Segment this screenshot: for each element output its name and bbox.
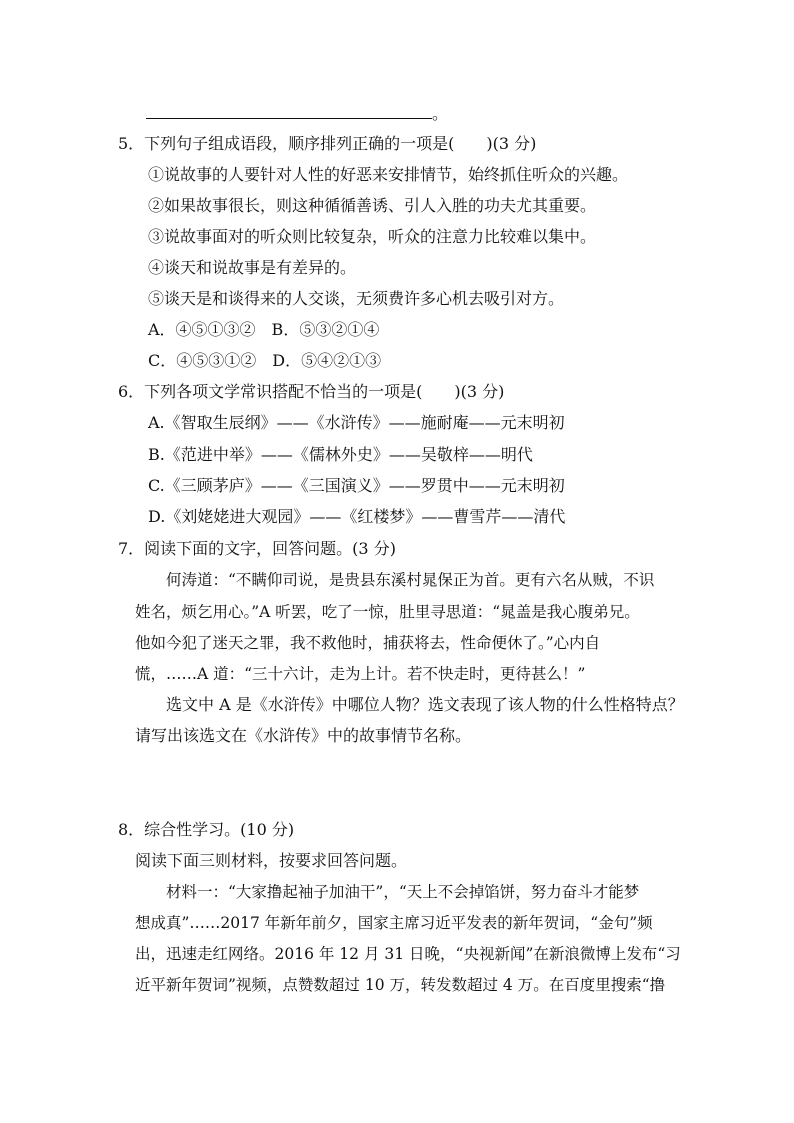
q7-question-line-1: 选文中 A 是《水浒传》中哪位人物？选文表现了该人物的什么性格特点？: [166, 695, 684, 714]
q5-sentence-4: ④谈天和说故事是有差异的。: [148, 258, 357, 277]
q8-material-line-3: 出，迅速走红网络。2016 年 12 月 31 日晚，“央视新闻”在新浪微博上发布“习: [135, 945, 681, 963]
answer-line-period: 。: [432, 104, 449, 123]
q8-stem: 8．综合性学习。(10 分): [118, 820, 295, 839]
answer-blank-line[interactable]: [146, 118, 432, 119]
q6-option-c: C.《三顾茅庐》——《三国演义》——罗贯中——元末明初: [148, 476, 565, 495]
q5-sentence-5: ⑤谈天是和谈得来的人交谈，无须费许多心机去吸引对方。: [148, 289, 565, 308]
q7-question-line-2: 请写出该选文在《水浒传》中的故事情节名称。: [135, 726, 472, 745]
q8-material-line-2: 想成真”……2017 年新年前夕，国家主席习近平发表的新年贺词，“金句”频: [135, 914, 653, 932]
q7-passage-line-2: 姓名，烦乞用心。”A 听罢，吃了一惊，肚里寻思道：“晁盖是我心腹弟兄。: [135, 603, 640, 621]
q6-option-a: A.《智取生辰纲》——《水浒传》——施耐庵——元末明初: [148, 413, 565, 432]
q5-options-row-1: A．④⑤①③② B．⑤③②①④: [148, 320, 380, 339]
q8-intro: 阅读下面三则材料，按要求回答问题。: [135, 851, 408, 870]
q6-option-d: D.《刘姥姥进大观园》——《红楼梦》——曹雪芹——清代: [148, 507, 566, 526]
q5-sentence-2: ②如果故事很长，则这种循循善诱、引人入胜的功夫尤其重要。: [148, 196, 597, 215]
q5-stem: 5．下列句子组成语段，顺序排列正确的一项是( )(3 分): [118, 134, 537, 153]
q6-stem: 6．下列各项文学常识搭配不恰当的一项是( )(3 分): [118, 382, 505, 401]
q7-passage-line-1: 何涛道：“不瞒仰司说，是贵县东溪村晁保正为首。更有六名从贼，不识: [166, 571, 655, 589]
q8-material-line-4: 近平新年贺词”视频，点赞数超过 10 万，转发数超过 4 万。在百度里搜索“撸: [135, 976, 666, 994]
q5-sentence-3: ③说故事面对的听众则比较复杂，听众的注意力比较难以集中。: [148, 227, 597, 246]
q5-sentence-1: ①说故事的人要针对人性的好恶来安排情节，始终抓住听众的兴趣。: [148, 165, 629, 184]
q7-passage-line-3: 他如今犯了迷天之罪，我不救他时，捕获将去，性命便休了。”心内自: [135, 634, 601, 652]
q6-option-b: B.《范进中举》——《儒林外史》——吴敬梓——明代: [148, 445, 533, 464]
q8-material-line-1: 材料一：“大家撸起袖子加油干”，“天上不会掉馅饼，努力奋斗才能梦: [166, 883, 640, 901]
q7-passage-line-4: 慌，……A 道：“三十六计，走为上计。若不快走时，更待甚么！”: [135, 665, 586, 683]
q7-stem: 7．阅读下面的文字，回答问题。(3 分): [118, 539, 396, 558]
q5-options-row-2: C．④⑤③①② D．⑤④②①③: [148, 351, 382, 370]
